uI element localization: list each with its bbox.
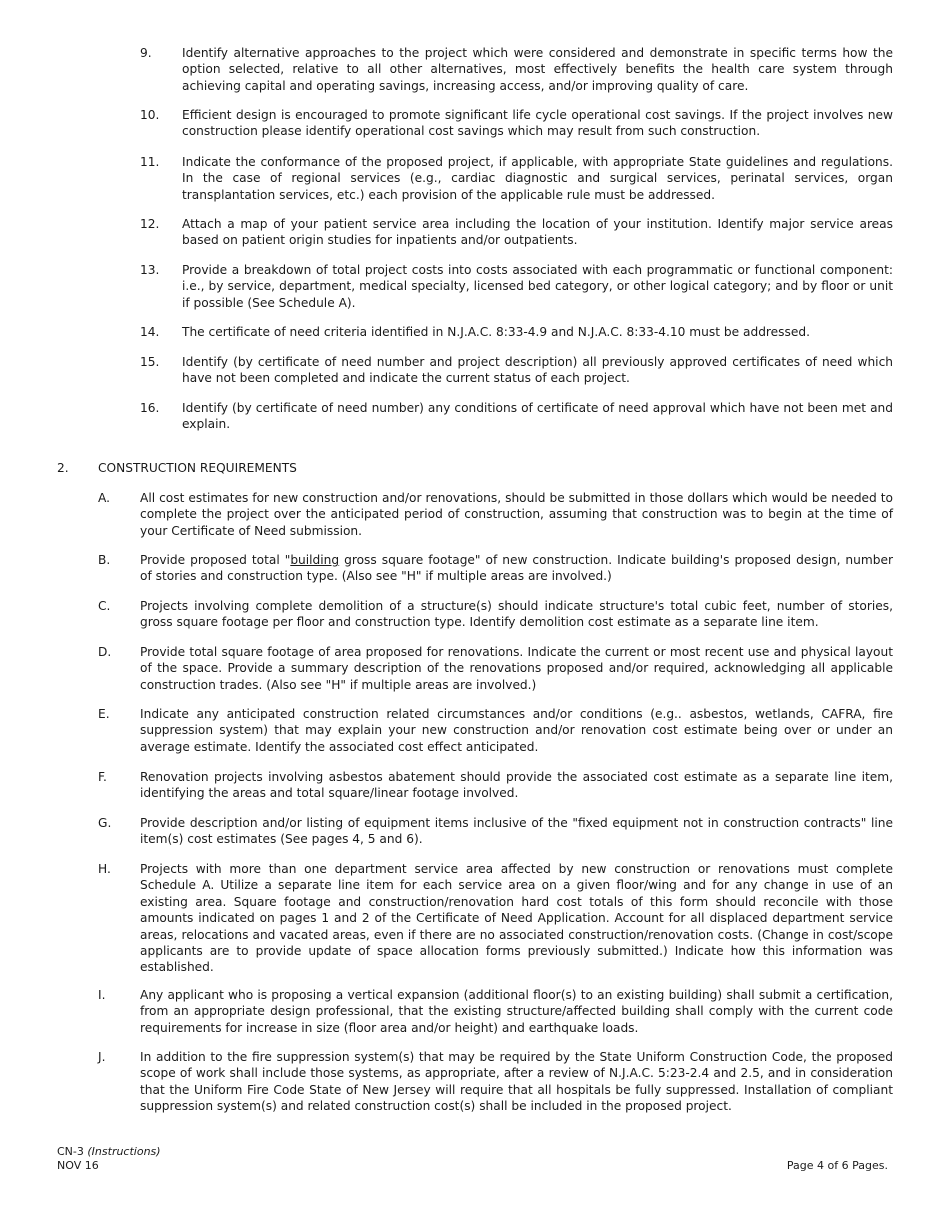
list-item-10 (140, 107, 893, 140)
list-item-j (98, 1049, 893, 1115)
item-letter: E. (98, 707, 110, 721)
list-item-12 (140, 216, 893, 249)
list-item-h (98, 861, 893, 976)
list-item-b (98, 552, 893, 585)
item-number: 12. (140, 217, 160, 231)
item-number: 10. (140, 108, 160, 122)
item-text: Attach a map of your patient service area including the location of your institution. Identify major service areas based on patient origin studies for inpatients and/or outpatients. (182, 217, 893, 248)
item-text: Any applicant who is proposing a vertical expansion (additional floor(s) to an existing building) shall submit a certification, from an appropriate design professional, that the existing structure/affected building shall comply with the current code requirements for increase in size (floor area and/or height) and earthquake loads. (140, 988, 893, 1035)
item-letter: G. (98, 816, 112, 830)
item-text: Identify (by certificate of need number) any conditions of certificate of need approval which have not been met and explain. (182, 401, 893, 432)
item-number: 9. (140, 46, 152, 60)
footer-form-id (57, 1145, 161, 1159)
text-segment: Provide proposed total " (140, 553, 291, 567)
list-item-e (98, 706, 893, 755)
item-text: Projects involving complete demolition of a structure(s) should indicate structure's total cubic feet, number of stories, gross square footage per floor and construction type. Identify demolition cost estimate as a separate line item. (140, 599, 893, 630)
list-item-13 (140, 262, 893, 311)
item-number: 15. (140, 355, 160, 369)
item-letter: H. (98, 862, 111, 876)
list-item-15 (140, 354, 893, 387)
item-letter: I. (98, 988, 106, 1002)
item-letter: J. (98, 1050, 106, 1064)
section-title: CONSTRUCTION REQUIREMENTS (98, 461, 297, 475)
item-text: Indicate any anticipated construction related circumstances and/or conditions (e.g.. asbestos, wetlands, CAFRA, fire suppression system) that may explain your new construction and/or renovation cost estimate being over or under an average estimate. Identify the associated cost effect anticipated. (140, 707, 893, 754)
list-item-f (98, 769, 893, 802)
item-text: Renovation projects involving asbestos abatement should provide the associated cost estimate as a separate line item, identifying the areas and total square/linear footage involved. (140, 770, 893, 801)
footer-date: NOV 16 (57, 1159, 99, 1172)
item-text: Projects with more than one department service area affected by new construction or renovations must complete Schedule A. Utilize a separate line item for each service area on a given floor/wing and for any change in use of an existing area. Square footage and construction/renovation hard cost totals of this form should reconcile with those amounts indicated on pages 1 and 2 of the Certificate of Need Application. Account for all displaced department service areas, relocations and vacated areas, even if there are no associated construction/renovation costs. (Change in cost/scope applicants are to provide update of space allocation forms previously submitted.) Indicate how this information was established. (140, 862, 893, 975)
item-number: 13. (140, 263, 160, 277)
item-number: 14. (140, 325, 160, 339)
item-text: The certificate of need criteria identified in N.J.A.C. 8:33-4.9 and N.J.A.C. 8:33-4.10 must be addressed. (182, 325, 810, 339)
list-item-a (98, 490, 893, 539)
item-text: In addition to the fire suppression system(s) that may be required by the State Uniform Construction Code, the proposed scope of work shall include those systems, as appropriate, after a review of N.J.A.C. 5:23-2.4 and 2.5, and in consideration that the Uniform Fire Code State of New Jersey will require that all hospitals be fully suppressed. Installation of compliant suppression system(s) and related construction cost(s) shall be included in the proposed project. (140, 1050, 893, 1114)
item-text: Provide total square footage of area proposed for renovations. Indicate the current or most recent use and physical layout of the space. Provide a summary description of the renovations proposed and/or required, acknowledging all applicable construction trades. (Also see "H" if multiple areas are involved.) (140, 645, 893, 692)
item-text: Indicate the conformance of the proposed project, if applicable, with appropriate State guidelines and regulations. In the case of regional services (e.g., cardiac diagnostic and surgical services, perinatal services, organ transplantation services, etc.) each provision of the applicable rule must be addressed. (182, 155, 893, 202)
list-item-14 (140, 324, 893, 340)
section-number: 2. (57, 461, 69, 475)
underlined-word: building (290, 553, 340, 567)
item-text: Provide a breakdown of total project costs into costs associated with each programmatic or functional component: i.e., by service, department, medical specialty, licensed bed category, or other logical category; and by floor or unit if possible (See Schedule A). (182, 263, 893, 310)
form-note: (Instructions) (87, 1145, 161, 1158)
list-item-16 (140, 400, 893, 433)
item-letter: C. (98, 599, 111, 613)
list-item-g (98, 815, 893, 848)
form-id: CN-3 (57, 1145, 84, 1158)
item-text (140, 552, 893, 585)
item-number: 16. (140, 401, 160, 415)
list-item-11 (140, 154, 893, 203)
item-number: 11. (140, 155, 160, 169)
item-text: All cost estimates for new construction and/or renovations, should be submitted in those dollars which would be needed to complete the project over the anticipated period of construction, assuming that construction was to begin at the time of your Certificate of Need submission. (140, 491, 893, 538)
list-item-c (98, 598, 893, 631)
text-segment: gross square footage" of new construction. Indicate building's proposed design, number of stories and construction type. (Also see "H" if multiple areas are involved.) (140, 553, 893, 584)
item-text: Efficient design is encouraged to promote significant life cycle operational cost savings. If the project involves new construction please identify operational cost savings which may result from such construction. (182, 108, 893, 139)
list-item-i (98, 987, 893, 1036)
list-item-9 (140, 45, 893, 94)
item-text: Identify (by certificate of need number and project description) all previously approved certificates of need which have not been completed and indicate the current status of each project. (182, 355, 893, 386)
footer-page-number: Page 4 of 6 Pages. (786, 1159, 888, 1172)
list-item-d (98, 644, 893, 693)
item-text: Identify alternative approaches to the project which were considered and demonstrate in specific terms how the option selected, relative to all other alternatives, most effectively benefits the health care system through achieving capital and operating savings, increasing access, and/or improving quality of care. (182, 46, 893, 93)
item-text: Provide description and/or listing of equipment items inclusive of the "fixed equipment not in construction contracts" line item(s) cost estimates (See pages 4, 5 and 6). (140, 816, 893, 847)
item-letter: D. (98, 645, 112, 659)
item-letter: F. (98, 770, 107, 784)
item-letter: B. (98, 553, 111, 567)
item-letter: A. (98, 491, 110, 505)
